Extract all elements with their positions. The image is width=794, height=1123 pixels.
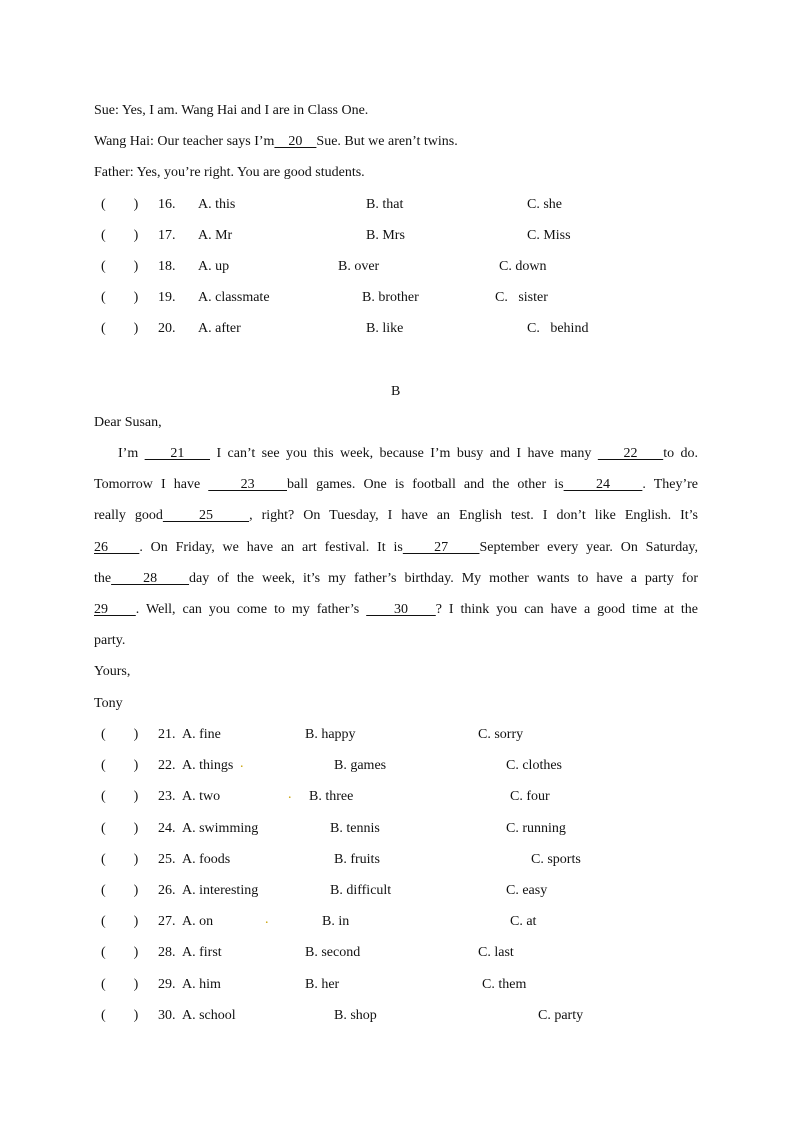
option-c[interactable]: C. them xyxy=(482,977,527,992)
option-c[interactable]: C. easy xyxy=(506,883,548,898)
option-c[interactable]: C. at xyxy=(510,914,537,929)
blank-20[interactable]: 20 xyxy=(274,134,317,149)
option-b[interactable]: B. shop xyxy=(334,1008,377,1023)
option-a[interactable]: A. things xyxy=(182,758,234,773)
answer-paren[interactable]: ( ) xyxy=(101,977,139,992)
option-c[interactable]: C. sister xyxy=(495,290,548,305)
letter-line xyxy=(118,445,698,463)
question-number: 27. xyxy=(158,914,176,929)
question-number: 16. xyxy=(158,197,176,212)
option-b[interactable]: B. fruits xyxy=(334,852,380,867)
option-c[interactable]: C. running xyxy=(506,821,566,836)
option-b[interactable]: B. like xyxy=(366,321,404,336)
answer-paren[interactable]: ( ) xyxy=(101,789,139,804)
option-c[interactable]: C. sports xyxy=(531,852,581,867)
option-a[interactable]: A. him xyxy=(182,977,221,992)
answer-paren[interactable]: ( ) xyxy=(101,228,139,243)
dialogue-line-father: Father: Yes, you’re right. You are good students. xyxy=(94,165,365,180)
letter-closing: Yours, xyxy=(94,664,131,679)
option-a[interactable]: A. on xyxy=(182,914,214,929)
stray-dot: . xyxy=(288,787,292,802)
question-number: 23. xyxy=(158,789,176,804)
question-number: 20. xyxy=(158,321,176,336)
option-a[interactable]: A. two xyxy=(182,789,221,804)
letter-text: ball games. One is football and the other is xyxy=(287,477,564,492)
option-a[interactable]: A. interesting xyxy=(182,883,259,898)
answer-paren[interactable]: ( ) xyxy=(101,945,139,960)
section-heading: B xyxy=(391,384,401,399)
letter-text: . On Friday, we have an art festival. It is xyxy=(139,540,403,555)
question-number: 25. xyxy=(158,852,176,867)
letter-line xyxy=(94,601,698,619)
option-c[interactable]: C. party xyxy=(538,1008,584,1023)
option-c[interactable]: C. four xyxy=(510,789,550,804)
letter-text: I’m xyxy=(118,446,139,461)
answer-paren[interactable]: ( ) xyxy=(101,197,139,212)
answer-paren[interactable]: ( ) xyxy=(101,852,139,867)
letter-text: I can’t see you this week, because I’m busy and I have many xyxy=(216,446,592,461)
option-b[interactable]: B. that xyxy=(366,197,404,212)
option-b[interactable]: B. over xyxy=(338,259,380,274)
blank-23[interactable]: 23 xyxy=(208,477,287,492)
letter-text: Tomorrow I have xyxy=(94,477,201,492)
option-b[interactable]: B. in xyxy=(322,914,350,929)
letter-text: really good xyxy=(94,508,163,523)
option-a[interactable]: A. swimming xyxy=(182,821,259,836)
blank-26[interactable]: 26 xyxy=(94,540,140,555)
letter-line: party. xyxy=(94,633,126,648)
option-a[interactable]: A. classmate xyxy=(198,290,270,305)
dialogue-line-sue: Sue: Yes, I am. Wang Hai and I are in Class One. xyxy=(94,103,369,118)
question-number: 21. xyxy=(158,727,176,742)
blank-27[interactable]: 27 xyxy=(402,540,480,555)
answer-paren[interactable]: ( ) xyxy=(101,321,139,336)
option-c[interactable]: C. behind xyxy=(527,321,589,336)
option-a[interactable]: A. fine xyxy=(182,727,221,742)
answer-paren[interactable]: ( ) xyxy=(101,259,139,274)
letter-signature: Tony xyxy=(94,696,123,711)
blank-28[interactable]: 28 xyxy=(111,571,190,586)
answer-paren[interactable]: ( ) xyxy=(101,821,139,836)
option-b[interactable]: B. brother xyxy=(362,290,419,305)
letter-text: the xyxy=(94,571,112,586)
question-number: 28. xyxy=(158,945,176,960)
option-b[interactable]: B. difficult xyxy=(330,883,392,898)
option-b[interactable]: B. games xyxy=(334,758,387,773)
letter-text: . Well, can you come to my father’s xyxy=(135,602,360,617)
letter-text: . They’re xyxy=(642,477,699,492)
dialogue-text: Wang Hai: Our teacher says I’m xyxy=(94,134,275,149)
option-a[interactable]: A. this xyxy=(198,197,236,212)
stray-dot: . xyxy=(265,912,269,927)
letter-line xyxy=(94,570,698,588)
blank-30[interactable]: 30 xyxy=(366,602,436,617)
option-b[interactable]: B. second xyxy=(305,945,361,960)
option-a[interactable]: A. after xyxy=(198,321,241,336)
answer-paren[interactable]: ( ) xyxy=(101,758,139,773)
blank-25[interactable]: 25 xyxy=(162,508,250,523)
answer-paren[interactable]: ( ) xyxy=(101,727,139,742)
option-a[interactable]: A. foods xyxy=(182,852,231,867)
option-c[interactable]: C. last xyxy=(478,945,514,960)
blank-22[interactable]: 22 xyxy=(597,446,664,461)
question-number: 29. xyxy=(158,977,176,992)
option-b[interactable]: B. three xyxy=(309,789,354,804)
option-a[interactable]: A. school xyxy=(182,1008,236,1023)
letter-text: ? I think you can have a good time at the xyxy=(435,602,699,617)
question-number: 19. xyxy=(158,290,176,305)
option-c[interactable]: C. clothes xyxy=(506,758,562,773)
option-b[interactable]: B. her xyxy=(305,977,340,992)
letter-text: to do. xyxy=(663,446,699,461)
dialogue-line-wang-hai xyxy=(94,133,458,151)
blank-24[interactable]: 24 xyxy=(563,477,643,492)
question-number: 30. xyxy=(158,1008,176,1023)
letter-line xyxy=(94,507,698,525)
answer-paren[interactable]: ( ) xyxy=(101,1008,139,1023)
option-c[interactable]: C. down xyxy=(499,259,547,274)
option-a[interactable]: A. Mr xyxy=(198,228,233,243)
question-number: 17. xyxy=(158,228,176,243)
option-b[interactable]: B. happy xyxy=(305,727,356,742)
letter-line xyxy=(94,539,698,557)
option-b[interactable]: B. Mrs xyxy=(366,228,405,243)
option-c[interactable]: C. she xyxy=(527,197,562,212)
question-number: 22. xyxy=(158,758,176,773)
dialogue-text: Sue. But we aren’t twins. xyxy=(316,134,458,149)
blank-21[interactable]: 21 xyxy=(144,446,211,461)
answer-paren[interactable]: ( ) xyxy=(101,883,139,898)
letter-text: day of the week, it’s my father’s birthday. My mother wants to have a party for xyxy=(189,571,699,586)
letter-greeting: Dear Susan, xyxy=(94,415,162,430)
letter-line xyxy=(94,476,698,494)
blank-29[interactable]: 29 xyxy=(94,602,136,617)
letter-text: September every year. On Saturday, xyxy=(479,540,699,555)
option-a[interactable]: A. up xyxy=(198,259,230,274)
answer-paren[interactable]: ( ) xyxy=(101,290,139,305)
option-a[interactable]: A. first xyxy=(182,945,222,960)
option-c[interactable]: C. Miss xyxy=(527,228,571,243)
question-number: 18. xyxy=(158,259,176,274)
stray-dot: . xyxy=(240,756,244,771)
option-c[interactable]: C. sorry xyxy=(478,727,524,742)
letter-text: , right? On Tuesday, I have an English test. I don’t like English. It’s xyxy=(249,508,699,523)
option-b[interactable]: B. tennis xyxy=(330,821,380,836)
question-number: 24. xyxy=(158,821,176,836)
question-number: 26. xyxy=(158,883,176,898)
answer-paren[interactable]: ( ) xyxy=(101,914,139,929)
